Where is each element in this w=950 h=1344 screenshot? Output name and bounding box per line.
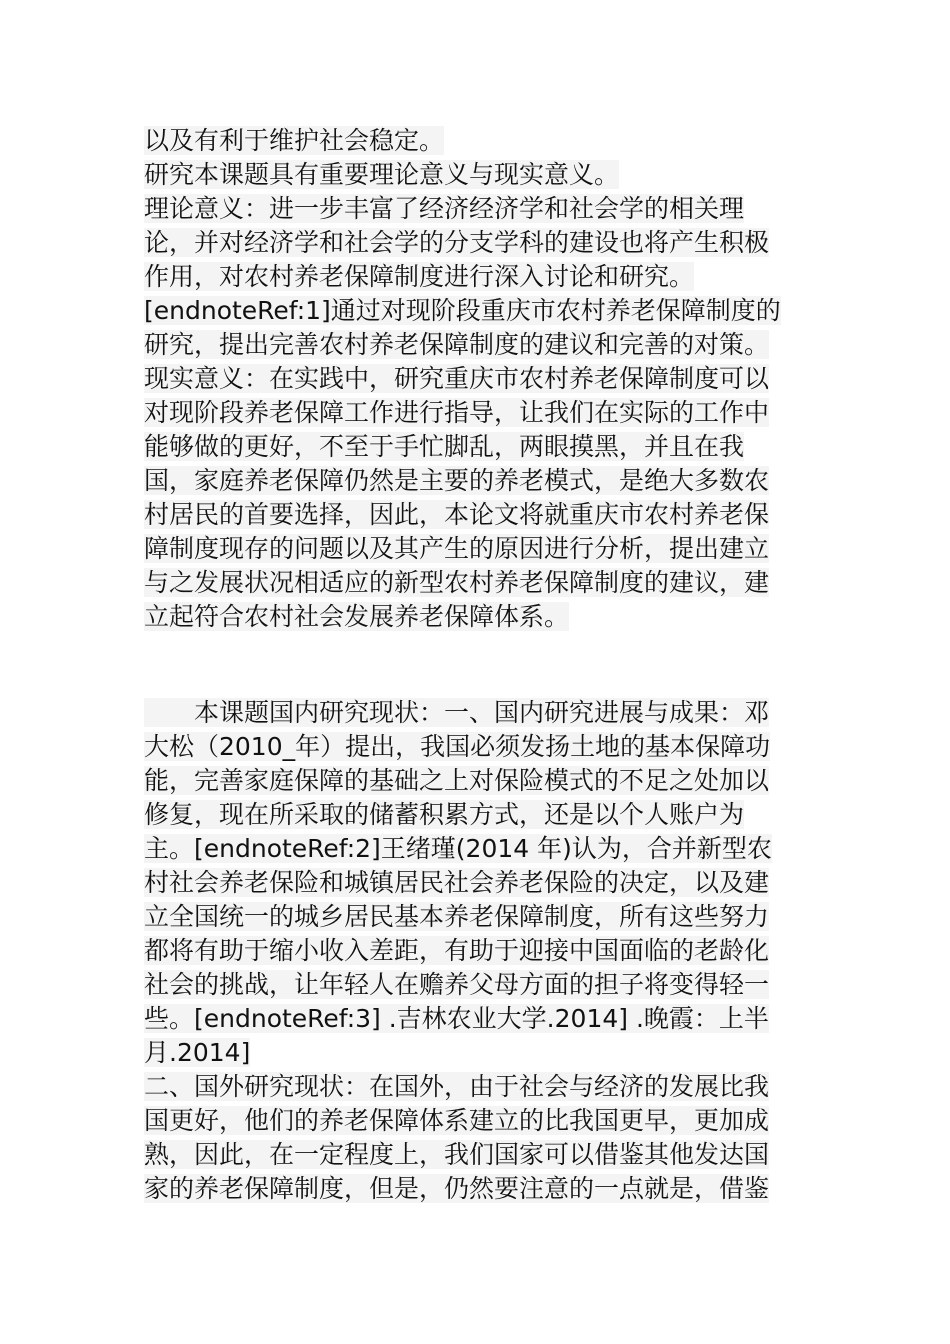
text-line: 研究本课题具有重要理论意义与现实意义。 (144, 160, 620, 189)
text-line: 熟，因此，在一定程度上，我们国家可以借鉴其他发达国 (144, 1140, 770, 1169)
text-line: 国更好，他们的养老保障体系建立的比我国更早，更加成 (144, 1106, 770, 1135)
text-line: 些。[endnoteRef:3] .吉林农业大学.2014] .晚霞：上半 (144, 1004, 769, 1033)
text-line: 论，并对经济学和社会学的分支学科的建设也将产生积极 (144, 228, 770, 257)
text-line: [endnoteRef:1]通过对现阶段重庆市农村养老保障制度的 (144, 296, 781, 325)
text-line: 二、国外研究现状：在国外，由于社会与经济的发展比我 (144, 1072, 770, 1101)
text-line: 能够做的更好，不至于手忙脚乱，两眼摸黑，并且在我 (144, 432, 745, 461)
text-line: 国，家庭养老保障仍然是主要的养老模式，是绝大多数农 (144, 466, 770, 495)
text-line: 作用，对农村养老保障制度进行深入讨论和研究。 (144, 262, 695, 291)
text-line: 大松（2010_年）提出，我国必须发扬土地的基本保障功 (144, 732, 771, 761)
text-line: 以及有利于维护社会稳定。 (144, 126, 445, 155)
text-line: 与之发展状况相适应的新型农村养老保障制度的建议，建 (144, 568, 770, 597)
text-line: 障制度现存的问题以及其产生的原因进行分析，提出建立 (144, 534, 770, 563)
text-line: 都将有助于缩小收入差距，有助于迎接中国面临的老龄化 (144, 936, 770, 965)
text-line: 家的养老保障制度，但是，仍然要注意的一点就是，借鉴 (144, 1174, 770, 1203)
text-line: 对现阶段养老保障工作进行指导，让我们在实际的工作中 (144, 398, 770, 427)
text-line: 主。[endnoteRef:2]王绪瑾(2014 年)认为，合并新型农 (144, 834, 772, 863)
text-line: 村社会养老保险和城镇居民社会养老保险的决定，以及建 (144, 868, 770, 897)
text-line: 立起符合农村社会发展养老保障体系。 (144, 602, 570, 631)
text-line: 村居民的首要选择，因此，本论文将就重庆市农村养老保 (144, 500, 770, 529)
paragraph-research-status (144, 696, 810, 1206)
text-line: 现实意义：在实践中，研究重庆市农村养老保障制度可以 (144, 364, 770, 393)
text-line: 月.2014] (144, 1038, 251, 1067)
text-line: 立全国统一的城乡居民基本养老保障制度，所有这些努力 (144, 902, 770, 931)
paragraph-significance (144, 124, 810, 634)
text-line: 本课题国内研究现状：一、国内研究进展与成果：邓 (144, 698, 770, 727)
text-line: 社会的挑战，让年轻人在赡养父母方面的担子将变得轻一 (144, 970, 770, 999)
text-line: 修复，现在所采取的储蓄积累方式，还是以个人账户为 (144, 800, 745, 829)
text-line: 能，完善家庭保障的基础之上对保险模式的不足之处加以 (144, 766, 770, 795)
text-line: 研究，提出完善农村养老保障制度的建议和完善的对策。 (144, 330, 770, 359)
text-line: 理论意义：进一步丰富了经济经济学和社会学的相关理 (144, 194, 745, 223)
